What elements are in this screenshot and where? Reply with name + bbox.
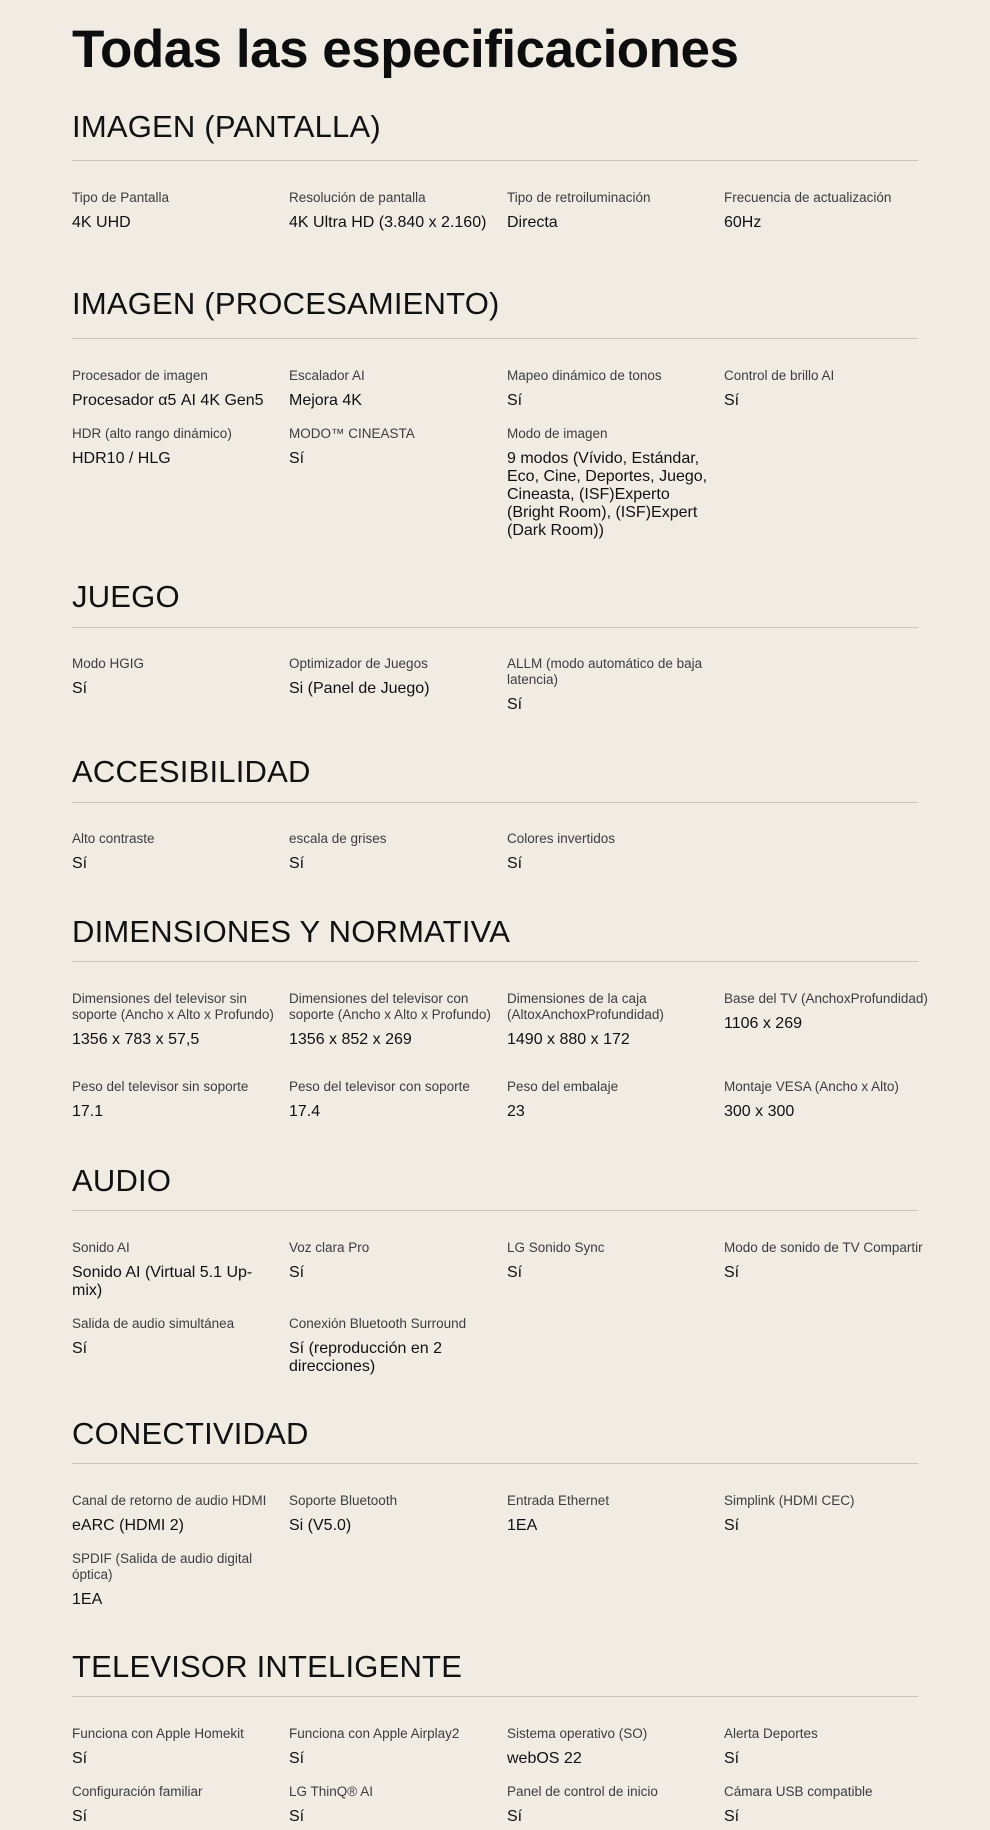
spec-value: 9 modos (Vívido, Estándar, Eco, Cine, Deportes, Juego, Cineasta, (ISF)Experto (Bright Room), (ISF)Expert (Dark Room)) [507,450,708,539]
section-divider [72,160,918,161]
spec-item [289,1726,494,1768]
spec-item [72,656,277,698]
spec-item [289,1316,494,1376]
spec-item [507,426,712,540]
section-accesibilidad [72,753,918,872]
spec-label: Salida de audio simultánea [72,1316,235,1331]
spec-label: Sistema operativo (SO) [507,1726,648,1741]
spec-label: Dimensiones de la caja (AltoxAnchoxProfundidad) [507,991,664,1022]
spec-value: Sí [72,1808,88,1825]
spec-item [289,426,494,468]
spec-value: Si (V5.0) [289,1517,352,1534]
spec-value: 17.4 [289,1103,321,1120]
spec-value: Sí [724,1517,740,1534]
spec-item [724,1240,929,1282]
section-audio [72,1162,923,1375]
spec-label: Dimensiones del televisor sin soporte (Ancho x Alto x Profundo) [72,991,274,1022]
spec-value: 60Hz [724,214,762,231]
spec-label: Dimensiones del televisor con soporte (Ancho x Alto x Profundo) [289,991,491,1022]
spec-value: Sí [289,855,305,872]
spec-item [507,1240,712,1282]
spec-label: LG Sonido Sync [507,1240,605,1255]
spec-label: Frecuencia de actualización [724,190,892,205]
spec-item [289,991,494,1049]
spec-item [72,190,277,232]
spec-value: 17.1 [72,1103,104,1120]
spec-item [72,1784,277,1826]
spec-label: Optimizador de Juegos [289,656,428,671]
spec-label: Alto contraste [72,831,155,846]
spec-value: Sí [507,855,523,872]
spec-item [289,1079,494,1121]
spec-value: Sí [724,1264,740,1281]
page-title: Todas las especificaciones [72,20,739,79]
spec-value: 23 [507,1103,525,1120]
spec-item [72,1240,277,1300]
section-divider [72,1463,918,1464]
section-divider [72,627,918,628]
spec-item [507,1493,712,1535]
spec-label: Voz clara Pro [289,1240,370,1255]
spec-item [289,368,494,410]
spec-label: Simplink (HDMI CEC) [724,1493,855,1508]
section-divider [72,1696,918,1697]
spec-item [72,426,277,468]
spec-value: 4K UHD [72,214,131,231]
spec-value: Procesador α5 AI 4K Gen5 [72,392,264,409]
spec-value: Sí [507,696,523,713]
spec-value: webOS 22 [507,1750,582,1767]
spec-label: ALLM (modo automático de baja latencia) [507,656,703,687]
spec-value: Directa [507,214,558,231]
spec-item [289,1493,494,1535]
spec-item [507,656,712,714]
spec-value: 1EA [72,1591,103,1608]
spec-label: Sonido AI [72,1240,130,1255]
spec-item [507,1079,712,1121]
spec-label: Resolución de pantalla [289,190,426,205]
spec-label: Montaje VESA (Ancho x Alto) [724,1079,899,1094]
spec-item [72,1726,277,1768]
spec-value: HDR10 / HLG [72,450,171,467]
section-conectividad [72,1415,918,1608]
spec-value: 1356 x 852 x 269 [289,1031,412,1048]
section-imagen-procesamiento [72,285,918,539]
spec-label: Funciona con Apple Homekit [72,1726,244,1741]
spec-item [724,190,929,232]
spec-item [72,1079,277,1121]
spec-label: Entrada Ethernet [507,1493,610,1508]
spec-label: SPDIF (Salida de audio digital óptica) [72,1551,253,1582]
spec-label: Conexión Bluetooth Surround [289,1316,467,1331]
spec-label: Soporte Bluetooth [289,1493,398,1508]
spec-item [289,1784,494,1826]
spec-item [289,831,494,873]
spec-value: Mejora 4K [289,392,362,409]
spec-value: 1106 x 269 [724,1015,802,1032]
spec-item [289,656,494,698]
spec-label: Cámara USB compatible [724,1784,873,1799]
section-title: CONECTIVIDAD [72,1416,309,1451]
spec-value: Sonido AI (Virtual 5.1 Up-mix) [72,1264,253,1299]
spec-item [72,991,277,1049]
section-title: IMAGEN (PANTALLA) [72,109,381,144]
spec-label: Modo de imagen [507,426,608,441]
section-divider [72,961,918,962]
section-title: DIMENSIONES Y NORMATIVA [72,914,511,949]
spec-label: Peso del embalaje [507,1079,619,1094]
spec-label: Base del TV (AnchoxProfundidad) [724,991,928,1006]
section-title: TELEVISOR INTELIGENTE [72,1649,463,1684]
spec-value: Sí [507,1264,523,1281]
spec-value: Sí [289,450,305,467]
spec-value: 1356 x 783 x 57,5 [72,1031,200,1048]
spec-label: Canal de retorno de audio HDMI [72,1493,267,1508]
spec-label: Alerta Deportes [724,1726,818,1741]
spec-value: Sí [72,855,88,872]
spec-label: Tipo de retroiluminación [507,190,651,205]
spec-value: Sí [507,1808,523,1825]
spec-item [507,831,712,873]
spec-item [72,368,277,410]
spec-value: 1490 x 880 x 172 [507,1031,630,1048]
spec-value: Si (Panel de Juego) [289,680,430,697]
spec-value: eARC (HDMI 2) [72,1517,185,1534]
spec-item [289,190,494,232]
spec-label: Panel de control de inicio [507,1784,658,1799]
section-dimensiones [72,913,928,1120]
spec-item [507,190,712,232]
section-divider [72,338,918,339]
spec-label: Control de brillo AI [724,368,835,383]
spec-value: Sí [289,1750,305,1767]
spec-label: Tipo de Pantalla [72,190,170,205]
section-divider [72,1210,918,1211]
spec-label: Modo HGIG [72,656,145,671]
spec-label: Modo de sonido de TV Compartir [724,1240,923,1255]
spec-value: Sí [724,1808,740,1825]
section-imagen-pantalla [72,108,918,231]
spec-value: Sí [507,392,523,409]
spec-label: Peso del televisor sin soporte [72,1079,249,1094]
spec-value: Sí [289,1808,305,1825]
spec-item [724,991,929,1033]
spec-label: Peso del televisor con soporte [289,1079,470,1094]
section-divider [72,802,918,803]
spec-item [72,1316,277,1358]
spec-item [724,1726,929,1768]
spec-item [507,368,712,410]
section-title: ACCESIBILIDAD [72,754,311,789]
spec-item [72,831,277,873]
spec-label: HDR (alto rango dinámico) [72,426,232,441]
spec-value: Sí [72,1750,88,1767]
spec-item [507,1784,712,1826]
spec-value: Sí [72,1340,88,1357]
spec-item [507,1726,712,1768]
spec-item [724,368,929,410]
spec-label: Escalador AI [289,368,365,383]
spec-label: Funciona con Apple Airplay2 [289,1726,460,1741]
spec-value: Sí [724,392,740,409]
spec-label: escala de grises [289,831,387,846]
spec-value: Sí [289,1264,305,1281]
spec-item [72,1493,277,1535]
spec-item [507,991,712,1049]
spec-label: Configuración familiar [72,1784,203,1799]
spec-item [72,1551,277,1609]
spec-value: 1EA [507,1517,538,1534]
section-title: JUEGO [72,579,180,614]
spec-label: Procesador de imagen [72,368,208,383]
spec-item [724,1079,929,1121]
spec-value: Sí [72,680,88,697]
spec-label: Colores invertidos [507,831,616,846]
spec-value: 300 x 300 [724,1103,795,1120]
spec-value: 4K Ultra HD (3.840 x 2.160) [289,214,487,231]
spec-item [289,1240,494,1282]
spec-value: Sí [724,1750,740,1767]
section-title: AUDIO [72,1163,172,1198]
spec-label: MODO™ CINEASTA [289,426,415,441]
section-televisor-inteligente [72,1648,918,1825]
section-juego [72,578,918,713]
spec-item [724,1493,929,1535]
spec-label: LG ThinQ® AI [289,1784,373,1799]
spec-label: Mapeo dinámico de tonos [507,368,662,383]
spec-value: Sí (reproducción en 2 direcciones) [289,1340,442,1375]
section-title: IMAGEN (PROCESAMIENTO) [72,286,500,321]
spec-item [724,1784,929,1826]
